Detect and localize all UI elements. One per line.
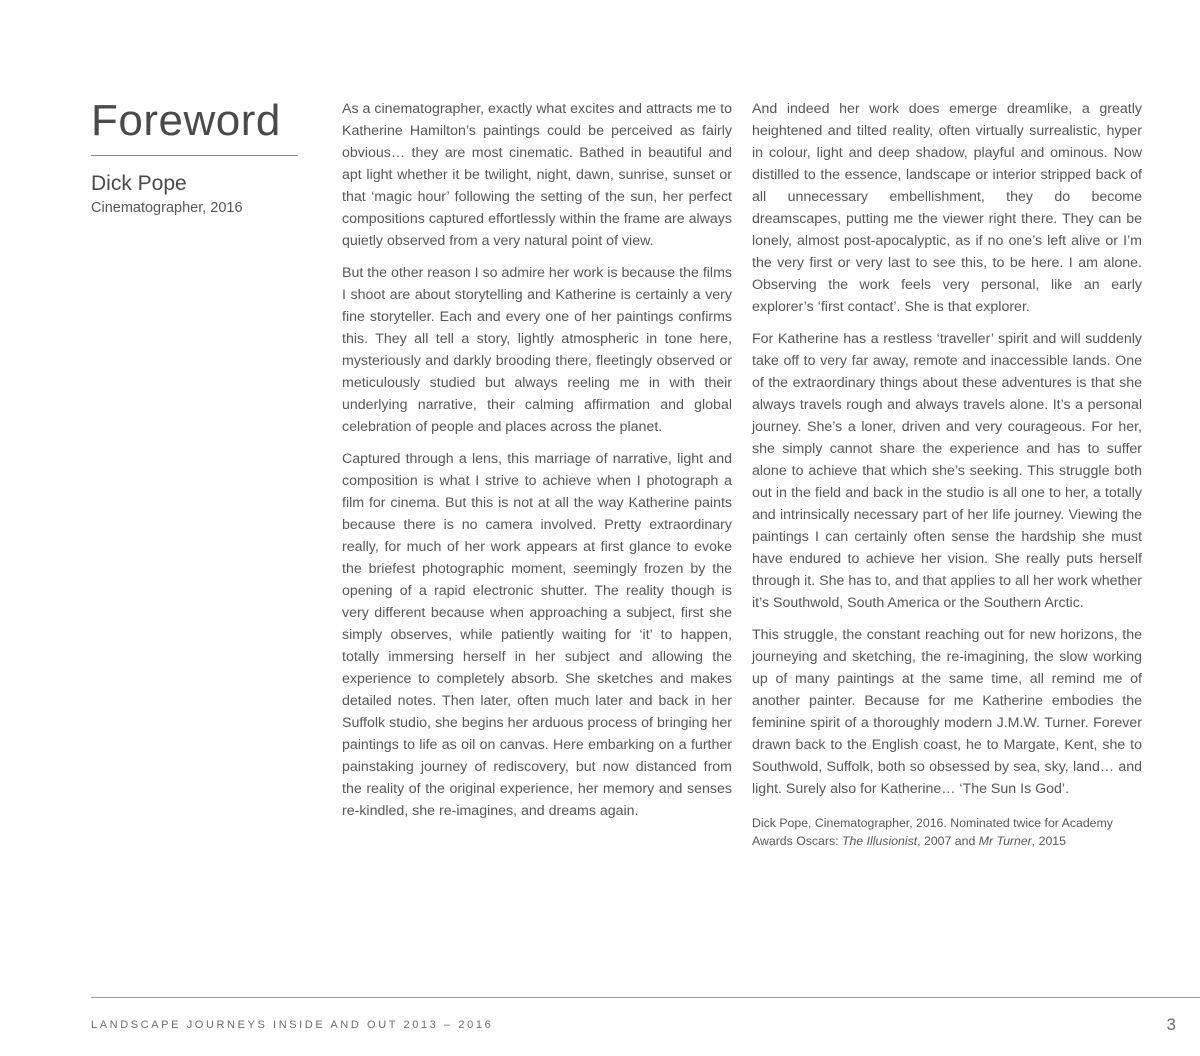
paragraph: This struggle, the constant reaching out for new horizons, the journeying and sketching, the re-imagining, the slow working up of many paintings at the same time, all remind me of another painter. Because for me Katherine embodies the feminine spirit of a thoroughly modern J.M.W. Turner. Forever drawn back to the English coast, he to Margate, Kent, she to Southwold, Suffolk, both so obsessed by sea, sky, land… and light. Surely also for Katherine… ‘The Sun Is God’.: [752, 627, 1142, 797]
note-suffix: , 2015: [1031, 834, 1066, 848]
paragraph: Captured through a lens, this marriage of narrative, light and composition is what I strive to achieve when I photograph a film for cinema. But this is not at all the way Katherine paints because there is no camera involved. Pretty extraordinary really, for much of her work appears at first glance to evoke the briefest photographic moment, seemingly frozen by the opening of a rapid electronic shutter. The reality though is very different because when approaching a subject, first she simply observes, while patiently waiting for ‘it’ to happen, totally immersing herself in her subject and allowing the experience to completely absorb. She sketches and makes detailed notes. Then later, often much later and back in her Suffolk studio, she begins her arduous process of bringing her paintings to life as oil on canvas. Here embarking on a further painstaking journey of rediscovery, but now distanced from the reality of the original experience, her memory and senses re-kindled, she re-imagines, and dreams again.: [342, 451, 732, 819]
film-title: The Illusionist: [841, 834, 918, 848]
paragraph: As a cinematographer, exactly what excites and attracts me to Katherine Hamilton’s paintings could be perceived as fairly obvious… they are most cinematic. Bathed in beautiful and apt light whether it be twilight, night, dawn, sunrise, sunset or that ‘magic hour’ following the setting of the sun, her perfect compositions captured effortlessly within the frame are always quietly observed from a very natural point of view.: [342, 101, 732, 249]
author-name: Dick Pope: [91, 172, 187, 195]
note-prefix: Dick Pope, Cinematographer, 2016. Nominated twice for Academy Awards Oscars:: [752, 816, 1113, 848]
left-column: [342, 98, 732, 832]
author-note: [752, 814, 1142, 850]
footer-divider: [91, 997, 1200, 998]
paragraph: For Katherine has a restless ‘traveller’ spirit and will suddenly take off to very far away, remote and inaccessible lands. One of the extraordinary things about these adventures is that she always travels rough and always travels alone. It’s a personal journey. She’s a loner, driven and very courageous. For her, she simply cannot share the experience and has to suffer alone to achieve that which she’s seeking. This struggle both out in the field and back in the studio is all one to her, a totally and intrinsically necessary part of her life journey. Viewing the paintings I can certainly often sense the hardship she must have endured to achieve her vision. She really puts herself through it. She has to, and that applies to all her work whether it’s Southwold, South America or the Southern Arctic.: [752, 331, 1142, 611]
title-divider: [91, 155, 298, 156]
author-role: Cinematographer, 2016: [91, 200, 243, 216]
paragraph: And indeed her work does emerge dreamlike, a greatly heightened and tilted reality, often virtually surrealistic, hyper in colour, light and deep shadow, playful and ominous. Now distilled to the essence, landscape or interior stripped back of all unnecessary embellishment, they do become dreamscapes, putting me the viewer right there. They can be lonely, almost post-apocalyptic, as if no one’s left alive or I’m the very first or very last to see this, to be here. I am alone. Observing the work feels very personal, like an early explorer’s ‘first contact’. She is that explorer.: [752, 101, 1142, 315]
right-column: [752, 98, 1142, 860]
footer-title: LANDSCAPE JOURNEYS INSIDE AND OUT 2013 – 2016: [91, 1019, 494, 1031]
page-number: 3: [1166, 1015, 1176, 1034]
page-title: Foreword: [91, 96, 281, 145]
film-title: Mr Turner: [978, 834, 1032, 848]
paragraph: But the other reason I so admire her work is because the films I shoot are about storytelling and Katherine is certainly a very fine storyteller. Each and every one of her paintings confirms this. They all tell a story, lightly atmospheric in tone here, mysteriously and darkly brooding there, fleetingly observed or meticulously studied but always reeling me in with their underlying narrative, their calming affirmation and global celebration of people and places across the planet.: [342, 265, 732, 435]
note-mid: , 2007 and: [917, 834, 979, 848]
